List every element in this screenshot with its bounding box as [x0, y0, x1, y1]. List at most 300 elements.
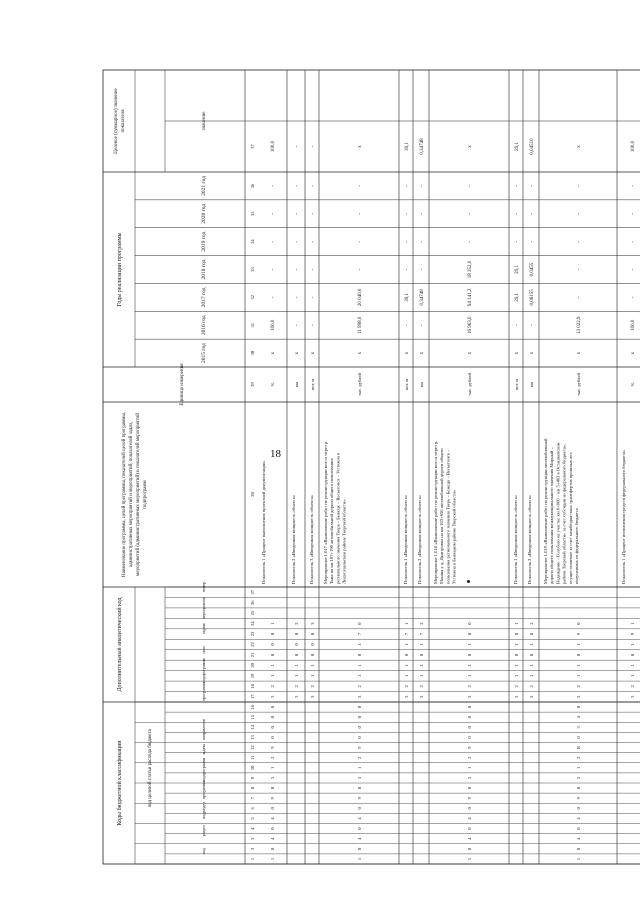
col-number: 33: [250, 267, 255, 272]
row-year-value: -: [631, 212, 636, 215]
add-code-digit: 3: [467, 695, 472, 698]
row-year-value: -: [468, 212, 473, 215]
add-code-digit: 0: [630, 653, 635, 657]
row-year-value: 100,0: [271, 319, 276, 331]
add-code-digit: 1: [467, 674, 472, 677]
col-number: 10: [250, 765, 255, 771]
name-col-header-line: мероприятий (административных мероприятий) и показателей мероприятий: [136, 413, 141, 576]
col-number: 19: [250, 673, 255, 679]
row-year-value: -: [271, 185, 276, 187]
rotated-table: [95, 62, 636, 872]
add-code-digit: 1: [294, 674, 299, 677]
row-final-value: х: [358, 145, 363, 148]
row-year-value: -: [468, 240, 473, 243]
add-code-digit: 3: [529, 695, 534, 698]
add-code-digit: 1: [630, 674, 635, 677]
add-code-digit: 3: [404, 695, 409, 698]
add-code-digit: 1: [404, 674, 409, 677]
row-year-value: -: [405, 268, 410, 271]
add-code-digit: 9: [630, 632, 635, 636]
row-final-value: 0,04510: [530, 138, 535, 155]
add-code-digit: 9: [576, 632, 581, 636]
add-code-digit: 1: [310, 674, 315, 677]
row-year-value: -: [405, 212, 410, 215]
row-year-value: -: [631, 296, 636, 299]
row-year-value: 0,34748: [420, 289, 425, 306]
row-year-value: 100,0: [631, 319, 636, 331]
row-year-value: -: [358, 185, 363, 187]
row-unit: пог. м: [310, 378, 315, 391]
kbk-col-label: программа: [201, 780, 206, 800]
col-number: 25: [250, 610, 255, 616]
add-code-digit: 0: [419, 653, 424, 657]
row-unit: пог. м: [514, 378, 519, 391]
year-header: 2015 год: [201, 343, 207, 364]
add-code-digit: 0: [467, 622, 472, 625]
year-header: 2018 год: [201, 259, 207, 280]
row-year-value: 0,06155: [530, 289, 535, 306]
row-final-value: 39,1: [405, 142, 410, 151]
col-number: 3: [250, 837, 255, 840]
col-number: 11: [250, 755, 255, 760]
row-year-value: -: [515, 324, 520, 327]
kbk-code-digit: R: [576, 746, 581, 750]
add-col-label: программа: [201, 682, 206, 701]
add-code-digit: 8: [529, 632, 534, 636]
year-header: 2021 год: [201, 175, 207, 196]
col-number: 4: [250, 827, 255, 830]
add-code-digit: 1: [514, 643, 519, 646]
kbk-code-digit: 9: [467, 746, 472, 749]
add-code-digit: 2: [529, 622, 534, 625]
add-code-digit: 0: [357, 622, 362, 625]
add-code-digit: 1: [529, 664, 534, 667]
kbk-code-digit: 1: [357, 766, 362, 769]
row-final-value: -: [311, 145, 316, 148]
add-code-digit: 0: [467, 653, 472, 657]
row-name-line: Показатель 2 «Введенная мощность объекта»: [417, 494, 422, 584]
kbk-code-digit: 0: [357, 726, 362, 729]
kbk-code-digit: 9: [576, 797, 581, 800]
add-code-digit: 2: [357, 685, 362, 688]
row-year-value: 29,1: [515, 292, 520, 302]
kbk-code-digit: 9: [467, 797, 472, 800]
col-number: 12: [250, 745, 255, 750]
kbk-code-digit: 0: [467, 705, 472, 709]
kbk-code-digit: 0: [270, 705, 275, 709]
col-number: 37: [250, 144, 255, 149]
add-code-digit: 3: [419, 695, 424, 698]
col-number: 31: [250, 322, 255, 328]
final-group-header-line: показателя: [121, 109, 126, 133]
kbk-code-digit: 0: [270, 827, 275, 830]
add-col-label: цель: [201, 645, 206, 654]
row-year-value: 39,1: [405, 292, 410, 302]
row-year-value: -: [271, 240, 276, 243]
add-code-digit: 2: [294, 685, 299, 688]
name-col-header-line: Наименование программы, целей программы, показателей целей программы,: [122, 412, 127, 577]
year-header: 2017 год: [201, 287, 207, 308]
col-number: 1: [250, 857, 255, 861]
kbk-code-digit: 4: [357, 837, 362, 840]
add-code-digit: 2: [576, 685, 581, 688]
col-number: 21: [250, 652, 255, 658]
kbk-col-label: раздел: [201, 825, 206, 837]
year-header: 2019 год: [201, 231, 207, 252]
kbk-group-header: Коды бюджетной классификации: [117, 740, 123, 826]
add-code-digit: 1: [630, 622, 635, 625]
row-year-value: х: [631, 351, 636, 355]
row-name-line: Мошня у д. Дмитровка на км 103+656 автомобильной дороги общего: [439, 448, 445, 584]
row-name-line: дороги общего пользования межмуниципального значения Мирный –: [549, 447, 555, 584]
add-code-digit: 2: [404, 685, 409, 688]
kbk-code-digit: 3: [270, 776, 275, 780]
kbk-code-digit: 0: [270, 786, 275, 790]
kbk-code-digit: 0: [576, 736, 581, 739]
col-number: 16: [250, 704, 255, 710]
row-unit: км: [419, 381, 424, 388]
row-final-value: 29,1: [515, 142, 520, 151]
row-year-value: -: [311, 240, 316, 243]
kbk-code-digit: 1: [270, 766, 275, 769]
name-col-header-line: административных мероприятий и мероприятий, показателей задач,: [129, 421, 134, 568]
kbk-code-digit: 0: [576, 705, 581, 709]
add-code-digit: 1: [467, 664, 472, 667]
row-name-line: Устюжна в Бежецком районе Тверской области»: [451, 489, 457, 584]
add-code-digit: 1: [529, 674, 534, 677]
col-number: 8: [250, 786, 255, 790]
row-year-value: -: [358, 212, 363, 215]
row-year-value: -: [271, 296, 276, 299]
add-code-digit: 3: [514, 695, 519, 698]
row-year-value: -: [311, 324, 316, 327]
col-number: 2: [250, 847, 255, 850]
kbk-col-label: задача: [201, 744, 206, 756]
row-year-value: -: [295, 268, 300, 271]
row-year-value: -: [295, 212, 300, 215]
add-code-digit: 0: [294, 643, 299, 646]
kbk-code-digit: 3: [576, 776, 581, 780]
add-code-digit: 1: [419, 674, 424, 677]
add-col-label: номер: [201, 581, 206, 593]
row-year-value: х: [311, 351, 316, 355]
row-name-line: Показатель 3 «Введенная мощность объекта»: [309, 494, 314, 584]
kbk-col-label: подраздел: [201, 801, 206, 819]
row-year-value: -: [420, 240, 425, 243]
add-code-digit: 3: [576, 695, 581, 698]
kbk-code-digit: 2: [270, 756, 275, 759]
col-number: 23: [250, 631, 255, 637]
row-name-line: регионального значения Тверь – Бежецк – Весьегонск – Устюжна в: [335, 452, 341, 584]
add-code-digit: 1: [576, 674, 581, 677]
row-name-line: Мероприятие 1.019 «Выполнение работ по реконструкции автомобильной: [543, 438, 548, 584]
kbk-code-digit: 4: [467, 817, 472, 820]
col-number: 35: [250, 211, 255, 217]
row-year-value: х: [515, 351, 520, 355]
row-year-value: х: [358, 351, 363, 355]
row-name-line: Показатель 1 «Введенная мощность объекта»: [403, 494, 408, 584]
row-year-value: -: [515, 185, 520, 187]
row-unit: км: [294, 381, 299, 388]
kbk-sub-header: код целевой статьи расхода бюджета: [148, 729, 153, 807]
row-year-value: х: [271, 351, 276, 355]
row-year-value: -: [530, 324, 535, 327]
row-year-value: -: [295, 240, 300, 243]
add-code-digit: 0: [357, 653, 362, 657]
add-code-digit: 1: [404, 643, 409, 646]
row-name-line: Показатель 2 «Введенная мощность объекта»: [527, 494, 532, 584]
col-number: 7: [250, 797, 255, 800]
row-unit: пог. м: [404, 378, 409, 391]
col-number: 14: [250, 725, 255, 730]
row-name-line: Показатель 1 «Процент исполнения средств федерального бюджета»: [621, 449, 626, 584]
add-code-digit: 1: [357, 674, 362, 677]
row-year-value: -: [271, 268, 276, 271]
col-number: 24: [250, 621, 255, 626]
kbk-code-digit: 0: [576, 807, 581, 810]
col-number: 13: [250, 735, 255, 740]
row-year-value: -: [631, 268, 636, 271]
row-final-value: 0,34748: [420, 138, 425, 155]
row-name-line: Тьма на км 107+190 автомобильной дороги общего пользования: [329, 458, 335, 584]
add-code-digit: 0: [529, 653, 534, 657]
add-code-digit: 8: [514, 632, 519, 636]
col-number: 29: [250, 382, 255, 387]
add-code-digit: 1: [630, 643, 635, 646]
year-header: 2020 год: [201, 203, 207, 224]
row-year-value: -: [468, 185, 473, 187]
kbk-code-digit: 0: [357, 786, 362, 790]
row-year-value: -: [420, 324, 425, 327]
kbk-code-digit: 2: [357, 756, 362, 759]
add-code-digit: 1: [419, 643, 424, 646]
kbk-code-digit: 0: [357, 716, 362, 719]
col-number: 34: [250, 239, 255, 244]
row-name-line: полученных из федерального бюджета: [574, 508, 579, 584]
final-group-header-line: Целевое (суммарное) значение: [114, 88, 119, 154]
row-year-value: -: [311, 268, 316, 271]
row-year-value: х: [405, 351, 410, 355]
add-code-digit: 0: [404, 653, 409, 657]
row-year-value: -: [577, 240, 582, 243]
kbk-code-digit: 0: [467, 847, 472, 850]
row-year-value: -: [530, 185, 535, 187]
row-year-value: х: [577, 351, 582, 355]
col-number: 17: [250, 694, 255, 700]
add-code-digit: 3: [357, 695, 362, 698]
add-code-digit: 7: [404, 632, 409, 636]
row-name-line: Показатель 1 «Введенная мощность объекта»: [513, 494, 518, 584]
add-code-digit: 1: [419, 664, 424, 667]
row-final-value: х: [577, 145, 582, 148]
name-col-header-line: подпрограмм: [143, 480, 148, 509]
add-code-digit: 0: [270, 632, 275, 636]
add-col-label: задача: [201, 623, 206, 635]
row-name-line: Показатель 1 «Процент выполнения проектной документации»: [261, 460, 266, 584]
add-code-digit: 2: [419, 685, 424, 688]
row-unit: тыс. рублей: [576, 373, 581, 396]
row-year-value: х: [530, 351, 535, 355]
kbk-code-digit: 1: [270, 857, 275, 861]
row-name-line: Надеждино – Голубево на участке км 0+000 – км 5+403 в Осташковском: [555, 442, 561, 584]
add-code-digit: 1: [514, 664, 519, 667]
row-year-value: -: [577, 296, 582, 299]
add-code-digit: 2: [294, 622, 299, 625]
kbk-code-digit: 1: [357, 857, 362, 861]
add-code-digit: 8: [467, 632, 472, 636]
add-code-digit: 0: [270, 653, 275, 657]
kbk-code-digit: 1: [576, 857, 581, 861]
add-code-digit: 1: [467, 643, 472, 646]
kbk-col-label: код: [201, 848, 206, 854]
row-year-value: -: [358, 268, 363, 271]
col-number: 9: [250, 776, 255, 780]
kbk-code-digit: 1: [576, 766, 581, 769]
program-table: [95, 62, 636, 872]
add-code-digit: 3: [310, 695, 315, 698]
row-year-value: -: [631, 185, 636, 187]
kbk-code-digit: 3: [467, 776, 472, 780]
years-group-header: Годы реализации программы: [117, 232, 123, 307]
row-year-value: -: [530, 240, 535, 243]
kbk-code-digit: 0: [467, 827, 472, 830]
add-code-digit: 2: [529, 685, 534, 688]
kbk-code-digit: 4: [576, 817, 581, 820]
add-code-digit: 1: [576, 643, 581, 646]
add-code-digit: 3: [310, 622, 315, 625]
kbk-col-label: направление: [201, 718, 206, 741]
row-year-value: -: [631, 240, 636, 243]
row-year-value: -: [515, 240, 520, 243]
year-header: 2016 год: [201, 315, 207, 336]
col-number: 30: [250, 350, 255, 356]
row-year-value: -: [311, 185, 316, 187]
add-code-digit: 0: [514, 653, 519, 657]
add-code-digit: 0: [576, 622, 581, 625]
add-col-label: мероприятие: [201, 596, 206, 619]
add-code-digit: 1: [514, 674, 519, 677]
kbk-code-digit: 0: [576, 786, 581, 790]
kbk-code-digit: 0: [467, 726, 472, 729]
row-final-value: -: [295, 145, 300, 148]
add-code-digit: 0: [310, 653, 315, 657]
row-name-line: Лихославльском районе Тверской области»: [341, 499, 347, 584]
add-code-digit: 0: [576, 653, 581, 657]
row-year-value: 11 998,0: [358, 316, 363, 334]
kbk-code-digit: 9: [270, 746, 275, 749]
col-number: 36: [250, 183, 255, 189]
final-value-header: значение: [202, 111, 207, 131]
kbk-code-digit: 0: [576, 827, 581, 830]
col-number: 5: [250, 817, 255, 820]
add-code-digit: 0: [310, 632, 315, 636]
kbk-code-digit: 3: [576, 726, 581, 729]
add-code-digit: 1: [310, 664, 315, 667]
row-year-value: -: [515, 212, 520, 215]
add-code-digit: 1: [404, 664, 409, 667]
kbk-code-digit: 9: [357, 797, 362, 800]
row-year-value: 0,0455: [530, 262, 535, 277]
add-code-digit: 7: [419, 632, 424, 636]
row-unit: %: [630, 382, 635, 387]
col-number: 22: [250, 642, 255, 647]
kbk-code-digit: 1: [467, 766, 472, 769]
add-code-digit: 1: [270, 622, 275, 625]
kbk-code-digit: 0: [270, 847, 275, 850]
col-number: 26: [250, 600, 255, 605]
row-year-value: -: [358, 240, 363, 243]
add-code-digit: 1: [270, 664, 275, 667]
page-number: 18: [270, 448, 281, 460]
row-year-value: 29,1: [515, 265, 520, 274]
row-year-value: -: [311, 296, 316, 299]
kbk-code-digit: 0: [357, 705, 362, 709]
row-final-value: х: [468, 145, 473, 148]
col-number: 27: [250, 589, 255, 595]
add-code-digit: 1: [270, 674, 275, 677]
add-code-digit: 2: [630, 685, 635, 688]
col-number: 28: [250, 492, 255, 497]
add-code-digit: 7: [357, 632, 362, 636]
row-year-value: -: [577, 212, 582, 215]
kbk-code-digit: 4: [270, 837, 275, 840]
kbk-col-label: подпрограмма: [201, 757, 206, 783]
kbk-code-digit: 9: [270, 797, 275, 800]
row-year-value: 18 352,0: [468, 260, 473, 279]
kbk-code-digit: 0: [270, 736, 275, 739]
row-year-value: -: [420, 212, 425, 215]
col-number: 32: [250, 295, 255, 300]
row-year-value: х: [295, 351, 300, 355]
row-name-line: осуществляемое за счет межбюджетных трансфертов прошлых лет,: [567, 451, 573, 584]
kbk-code-digit: 4: [357, 817, 362, 820]
add-code-digit: 1: [529, 643, 534, 646]
kbk-code-digit: 2: [467, 756, 472, 759]
add-code-digit: 0: [310, 643, 315, 646]
add-code-digit: 0: [270, 643, 275, 646]
row-year-value: -: [271, 212, 276, 215]
kbk-code-digit: 4: [270, 817, 275, 820]
add-code-digit: 2: [270, 685, 275, 688]
kbk-code-digit: 0: [270, 807, 275, 810]
row-year-value: -: [311, 212, 316, 215]
row-year-value: -: [405, 324, 410, 327]
add-code-digit: 1: [514, 622, 519, 625]
row-year-value: -: [405, 185, 410, 187]
kbk-code-digit: 1: [467, 857, 472, 861]
add-code-digit: 1: [294, 664, 299, 667]
col-number: 6: [250, 807, 255, 810]
kbk-code-digit: 0: [357, 807, 362, 810]
row-year-value: 94 141,2: [468, 288, 473, 307]
row-year-value: х: [420, 351, 425, 355]
add-code-digit: 2: [419, 622, 424, 625]
kbk-code-digit: 3: [357, 776, 362, 780]
row-year-value: -: [530, 212, 535, 215]
row-name-line: пользования регионального значения Тверь – Бежецк – Весьегонск –: [445, 449, 451, 584]
row-year-value: 13 022,9: [577, 316, 582, 334]
kbk-code-digit: 4: [576, 716, 581, 719]
row-unit: %: [270, 382, 275, 387]
add-code-digit: 3: [630, 695, 635, 698]
row-unit: тыс. рублей: [357, 373, 362, 396]
add-col-label: подпрограмма: [201, 658, 206, 683]
add-group-header: Дополнительный аналитический код: [117, 597, 123, 692]
kbk-code-digit: 0: [270, 726, 275, 729]
kbk-code-digit: 0: [357, 827, 362, 830]
row-name-line: Мероприятие 1.017 «Выполнение работ по реконструкции моста через р.: [323, 440, 328, 584]
row-year-value: -: [420, 268, 425, 271]
